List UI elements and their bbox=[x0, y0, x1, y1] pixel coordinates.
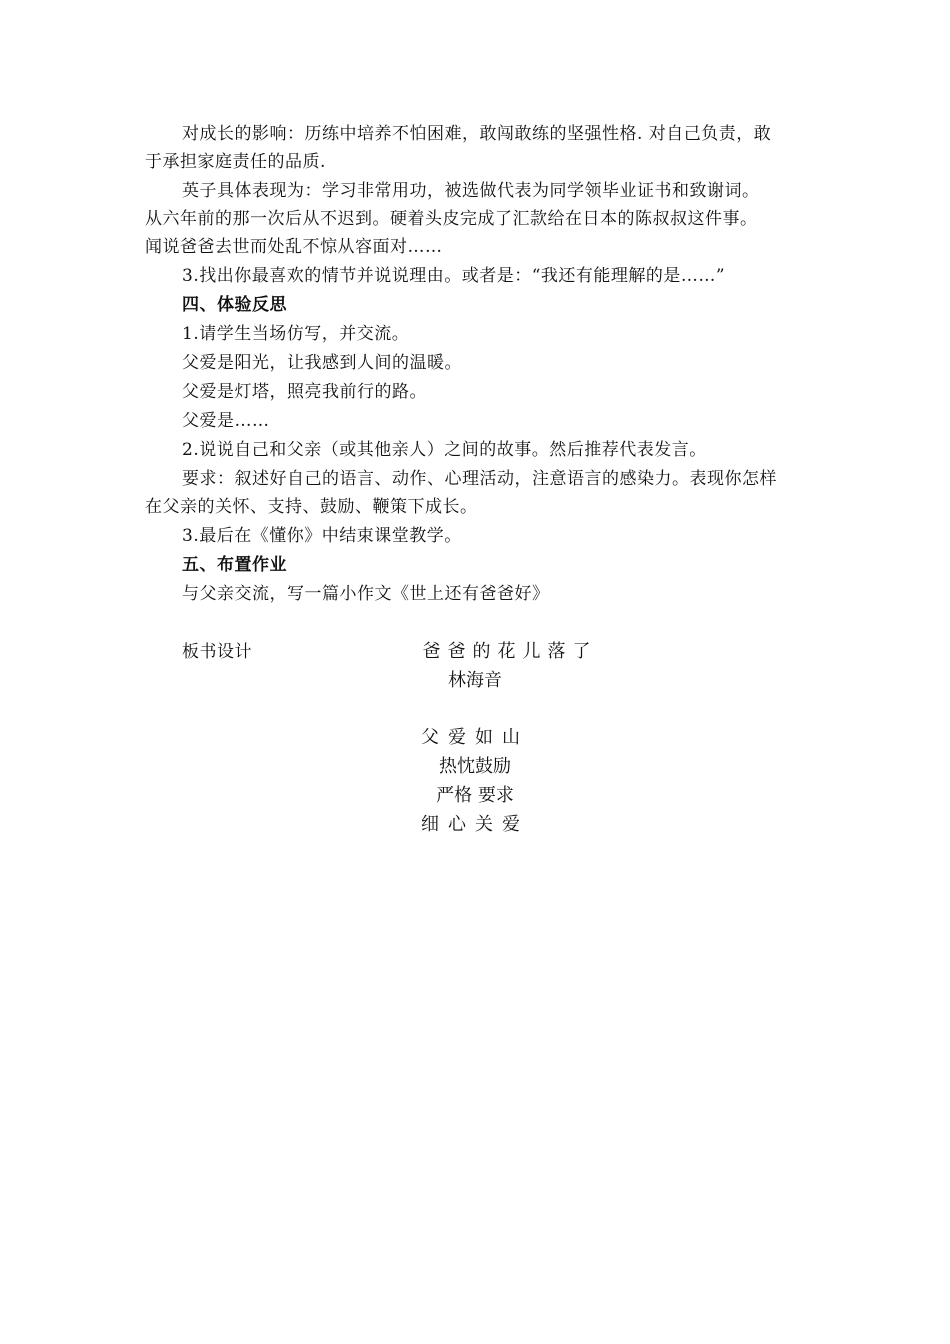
paragraph-line: 于承担家庭责任的品质. bbox=[145, 152, 326, 172]
board-point: 严格 要求 bbox=[436, 785, 514, 806]
paragraph-line: 对成长的影响：历练中培养不怕困难，敢闯敢练的坚强性格. 对自己负责，敢 bbox=[182, 124, 772, 144]
section-heading: 五、布置作业 bbox=[182, 555, 287, 575]
board-point: 细心关爱 bbox=[421, 814, 529, 835]
paragraph-line: 要求：叙述好自己的语言、动作、心理活动，注意语言的感染力。表现你怎样 bbox=[182, 469, 777, 489]
example-line: 父爱是…… bbox=[182, 411, 270, 431]
paragraph-line: 与父亲交流，写一篇小作文《世上还有爸爸好》 bbox=[182, 584, 550, 604]
board-author: 林海音 bbox=[448, 670, 502, 691]
board-title: 爸爸的花儿落了 bbox=[422, 641, 598, 662]
board-theme: 父爱如山 bbox=[421, 727, 529, 748]
board-label: 板书设计 bbox=[182, 642, 252, 662]
paragraph-line: 3.找出你最喜欢的情节并说说理由。或者是：“我还有能理解的是……” bbox=[182, 266, 726, 286]
example-line: 父爱是阳光，让我感到人间的温暖。 bbox=[182, 353, 462, 373]
paragraph-line: 英子具体表现为：学习非常用功，被选做代表为同学领毕业证书和致谢词。 bbox=[182, 181, 760, 201]
paragraph-line: 从六年前的那一次后从不迟到。硬着头皮完成了汇款给在日本的陈叔叔这件事。 bbox=[145, 209, 758, 229]
list-item: 1.请学生当场仿写，并交流。 bbox=[182, 324, 410, 344]
board-point: 热忱鼓励 bbox=[439, 756, 511, 777]
list-item: 2.说说自己和父亲（或其他亲人）之间的故事。然后推荐代表发言。 bbox=[182, 440, 707, 460]
example-line: 父爱是灯塔，照亮我前行的路。 bbox=[182, 382, 427, 402]
paragraph-line: 闻说爸爸去世而处乱不惊从容面对…… bbox=[145, 237, 443, 257]
list-item: 3.最后在《懂你》中结束课堂教学。 bbox=[182, 526, 462, 546]
section-heading: 四、体验反思 bbox=[182, 295, 287, 315]
paragraph-line: 在父亲的关怀、支持、鼓励、鞭策下成长。 bbox=[145, 497, 478, 517]
